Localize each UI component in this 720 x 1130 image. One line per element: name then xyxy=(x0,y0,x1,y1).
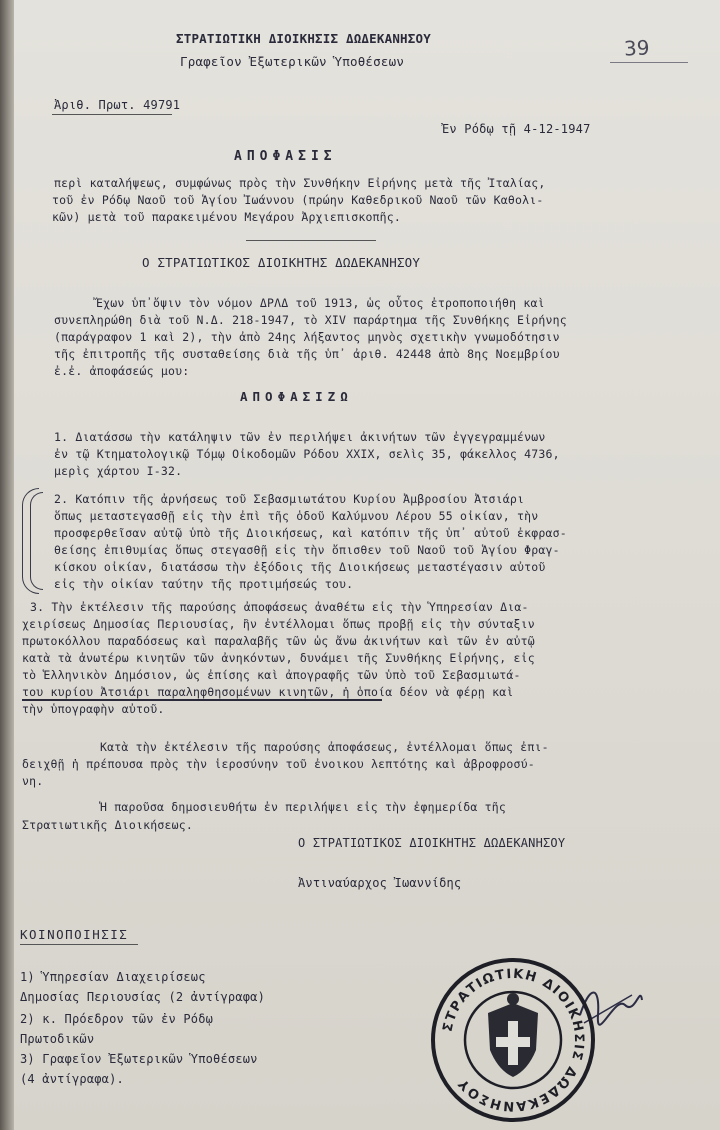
preamble-line: (παράγραφον 1 καὶ 2), τὴν ἀπὸ 24ης λήξαντος μηνὸς σχετικὴν γνωμοδότησιν xyxy=(54,330,560,344)
place-date: Ἐν Ρόδῳ τῇ 4-12-1947 xyxy=(442,122,591,136)
handwritten-underline xyxy=(22,699,382,701)
paragraph-line: ὅπως μεταστεγασθῇ εἰς τὴν ἐπὶ τῆς ὁδοῦ Καλύμνου Λέρου 55 οἰκίαν, τὴν xyxy=(54,509,539,523)
decision-heading: ΑΠΟΦΑΣΙΖΩ xyxy=(240,389,353,404)
page-number: 39 xyxy=(623,35,651,61)
paragraph-line: Κατὰ τὴν ἐκτέλεσιν τῆς παρούσης ἀποφάσεως, ἐντέλλομαι ὅπως ἐπι- xyxy=(100,740,549,754)
header-line-1: ΣΤΡΑΤΙΩΤΙΚΗ ΔΙΟΙΚΗΣΙΣ ΔΩΔΕΚΑΝΗΣΟΥ xyxy=(176,31,431,46)
preamble-line: Ἔχων ὑπ᾽ὄψιν τὸν νόμον ΔΡΛΔ τοῦ 1913, ὡς οὗτος ἐτροποποιήθη καὶ xyxy=(96,296,545,310)
paragraph-line: τὴν ὑπογραφὴν αὐτοῦ. xyxy=(22,702,165,716)
paragraph-line: νη. xyxy=(22,774,44,788)
paragraph-line: 3. Τὴν ἐκτέλεσιν τῆς παρούσης ἀποφάσεως ἀναθέτω εἰς τὴν Ὑπηρεσίαν Δια- xyxy=(30,600,529,614)
distribution-heading-underline xyxy=(20,944,138,945)
document-title: ΑΠΟΦΑΣΙΣ xyxy=(234,149,337,164)
paragraph-line: Ἡ παροῦσα δημοσιευθήτω ἐν περιλήψει εἰς τὴν ἐφημερίδα τῆς xyxy=(100,800,507,814)
paragraph-line: εἰς τὴν οἰκίαν ταύτην τῆς προτιμήσεώς του. xyxy=(54,577,354,591)
preamble-line: ἐ.ἐ. ἀποφάσεώς μου: xyxy=(54,364,190,378)
paragraph-line: πρωτοκόλλου παραδόσεως καὶ παραλαβῆς τῶν ὡς ἄνω ἀκινήτων καὶ τῶν ἐν αὐτῷ xyxy=(22,634,535,648)
margin-bracket-inner xyxy=(30,492,43,590)
distribution-item: (4 ἀντίγραφα). xyxy=(20,1072,124,1086)
paragraph-line: χειρίσεως Δημοσίας Περιουσίας, ἣν ἐντέλλομαι ὅπως προβῇ εἰς τὴν σύνταξιν xyxy=(22,617,535,631)
subject-line: περὶ καταλήψεως, συμφώνως πρὸς τὴν Συνθήκην Εἰρήνης μετὰ τῆς Ἰταλίας, xyxy=(54,176,546,190)
paragraph-line: δειχθῇ ἡ πρέπουσα πρὸς τὴν ἱεροσύνην τοῦ ἐνοικου λεπτότης καὶ ἀβροφροσύ- xyxy=(22,757,535,771)
paragraph-line: κίσκου οἰκίαν, διατάσσω τὴν ἐξόδοις τῆς Διοικήσεως μεταστέγασιν αὐτοῦ xyxy=(54,560,546,574)
paragraph-line: θείσης ἐπιθυμίας ὅπως στεγασθῇ εἰς τὴν ὄπισθεν τοῦ Ναοῦ τοῦ Ἁγίου Φραγ- xyxy=(54,543,560,557)
header-line-2: Γραφεῖον Ἐξωτερικῶν Ὑποθέσεων xyxy=(180,54,405,69)
protocol-underline xyxy=(52,114,172,115)
official-stamp xyxy=(428,955,598,1125)
preamble-line: συνεπληρώθη διὰ τοῦ Ν.Δ. 218-1947, τὸ XIV παράρτημα τῆς Συνθήκης Εἰρήνης xyxy=(54,313,567,327)
stamp-text: ΣΤΡΑΤΙΩΤΙΚΗ ΔΙΟΙΚΗΣΙΣ ΔΩΔΕΚΑΝΗΣΟΥ xyxy=(440,966,587,1114)
subject-line: τοῦ ἐν Ρόδῳ Ναοῦ τοῦ Ἁγίου Ἰωάννου (πρώην Καθεδρικοῦ Ναοῦ τῶν Καθολι- xyxy=(52,193,544,207)
paragraph-line: του κυρίου Ἀτσιάρι παραληφθησομένων κινητῶν, ἡ ὁποία δέον νὰ φέρῃ καὶ xyxy=(22,685,514,699)
issuing-authority: Ο ΣΤΡΑΤΙΩΤΙΚΟΣ ΔΙΟΙΚΗΤΗΣ ΔΩΔΕΚΑΝΗΣΟΥ xyxy=(142,255,421,270)
distribution-heading: ΚΟΙΝΟΠΟΙΗΣΙΣ xyxy=(20,927,129,942)
paragraph-line: Στρατιωτικῆς Διοικήσεως. xyxy=(22,818,193,832)
page-number-underline xyxy=(610,62,688,63)
distribution-item: Πρωτοδικῶν xyxy=(20,1032,95,1046)
paragraph-line: τὸ Ἑλληνικὸν Δημόσιον, ὡς ἐπίσης καὶ ἀπογραφῆς τῶν ὑπὸ τοῦ Σεβασμιωτά- xyxy=(22,668,521,682)
protocol-number: Ἀριθ. Πρωτ. 49791 xyxy=(54,98,181,112)
paragraph-line: ἐν τῷ Κτηματολογικῷ Τόμῳ Οἰκοδομῶν Ρόδου XXIX, σελὶς 35, φάκελλος 4736, xyxy=(54,447,560,461)
distribution-item: 2) κ. Πρόεδρον τῶν ἐν Ρόδῳ xyxy=(20,1012,214,1026)
paragraph-line: μερὶς χάρτου I-32. xyxy=(54,464,183,478)
distribution-item: 3) Γραφεῖον Ἐξωτερικῶν Ὑποθέσεων xyxy=(20,1052,258,1066)
separator-rule xyxy=(246,240,376,241)
subject-line: κῶν) μετὰ τοῦ παρακειμένου Μεγάρου Ἀρχιεπισκοπῆς. xyxy=(52,210,402,224)
paragraph-line: 2. Κατόπιν τῆς ἀρνήσεως τοῦ Σεβασμιωτάτου Κυρίου Ἀμβροσίου Ἀτσιάρι xyxy=(54,492,525,506)
signature-name: Ἀντιναύαρχος Ἰωαννίδης xyxy=(298,876,462,890)
distribution-item: Δημοσίας Περιουσίας (2 ἀντίγραφα) xyxy=(20,990,266,1004)
distribution-item: 1) Ὑπηρεσίαν Διαχειρίσεως xyxy=(20,970,206,984)
paragraph-line: κατὰ τὰ ἀνωτέρω κινητῶν τῶν ἀνηκόντων, δυνάμει τῆς Συνθήκης Εἰρήνης, εἰς xyxy=(22,651,535,665)
page-shadow-edge xyxy=(0,0,14,1130)
paragraph-line: προσφερθεῖσαν αὐτῷ ὑπὸ τῆς Διοικήσεως, καὶ κατόπιν τῆς ὑπ᾽ αὐτοῦ ἐκφρασ- xyxy=(54,526,567,540)
signature-title: Ο ΣΤΡΑΤΙΩΤΙΚΟΣ ΔΙΟΙΚΗΤΗΣ ΔΩΔΕΚΑΝΗΣΟΥ xyxy=(298,836,566,850)
preamble-line: τῆς ἐπιτροπῆς τῆς συσταθείσης διὰ τῆς ὑπ᾽ ἀριθ. 42448 ἀπὸ 8ης Νοεμβρίου xyxy=(54,347,560,361)
paragraph-line: 1. Διατάσσω τὴν κατάληψιν τῶν ἐν περιλήψει ἀκινήτων τῶν ἐγγεγραμμένων xyxy=(54,430,546,444)
